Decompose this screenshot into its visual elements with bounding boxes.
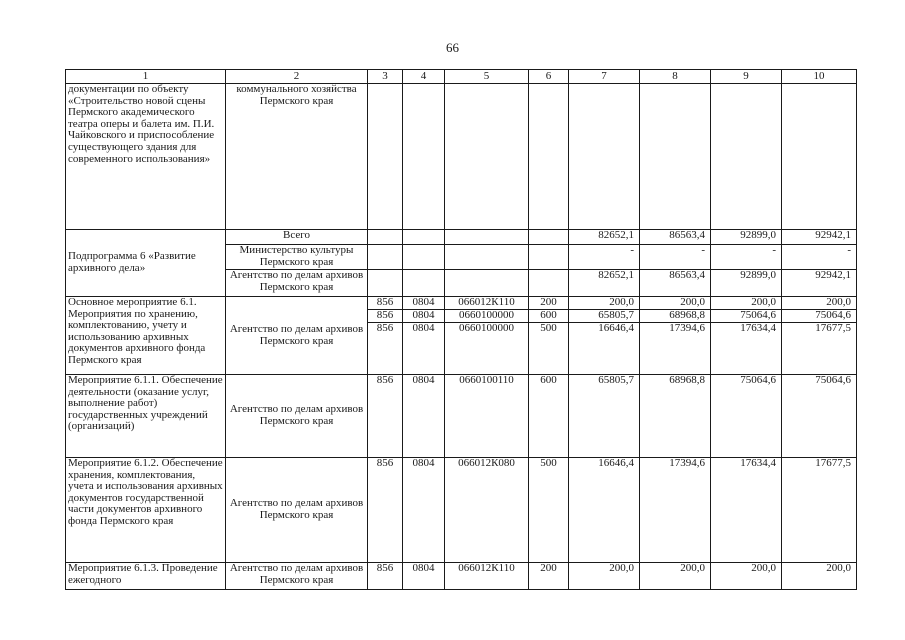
cell-value: 82652,1 — [569, 230, 640, 245]
col-header: 5 — [445, 70, 529, 84]
cell-value: 200,0 — [640, 563, 711, 590]
cell-value: 16646,4 — [569, 458, 640, 563]
col-header: 10 — [782, 70, 857, 84]
cell-value: 65805,7 — [569, 310, 640, 323]
event-title: Мероприятие 6.1.3. Проведение ежегодного — [66, 563, 226, 590]
cell-value: 500 — [529, 323, 569, 375]
cell-value: 200,0 — [569, 563, 640, 590]
table-row — [66, 563, 857, 590]
executor-cell: Агентство по делам архивов Пермского края — [226, 375, 368, 458]
cell-value: - — [711, 245, 782, 270]
cell-value: 86563,4 — [640, 230, 711, 245]
cell-value: 200,0 — [782, 563, 857, 590]
executor-cell: Агентство по делам архивов Пермского края — [226, 270, 368, 297]
cell-value: 92942,1 — [782, 270, 857, 297]
header-row — [66, 70, 857, 84]
cell-value: 066012К080 — [445, 458, 529, 563]
cell-value: 92899,0 — [711, 230, 782, 245]
cell-value: - — [569, 245, 640, 270]
cell-value: 68968,8 — [640, 310, 711, 323]
cell-value: 856 — [368, 458, 403, 563]
cell-value: 600 — [529, 375, 569, 458]
cell-value: 0804 — [403, 297, 445, 310]
cell-value: 200 — [529, 563, 569, 590]
cell-value: 0660100000 — [445, 310, 529, 323]
cell-value: 0804 — [403, 458, 445, 563]
cell-value: 0804 — [403, 563, 445, 590]
cell-value: 17634,4 — [711, 458, 782, 563]
object-name-cell: документации по объекту «Строительство новой сцены Пермского академического театра оперы и балета им. П.И. Чайковского и приспособление существующего здания для современного использования» — [66, 84, 226, 230]
event-title: Мероприятие 6.1.1. Обеспечение деятельности (оказание услуг, выполнение работ) государственных учреждений (организаций) — [66, 375, 226, 458]
cell-value: 200,0 — [711, 297, 782, 310]
table-row — [66, 458, 857, 563]
cell-value: 0660100000 — [445, 323, 529, 375]
cell-value: 17394,6 — [640, 323, 711, 375]
budget-table — [65, 69, 857, 590]
cell-value: 0660100110 — [445, 375, 529, 458]
cell-value: 75064,6 — [711, 310, 782, 323]
col-header: 6 — [529, 70, 569, 84]
table-row — [66, 297, 857, 310]
cell-value: 066012К110 — [445, 563, 529, 590]
executor-cell: Агентство по делам архивов Пермского края — [226, 297, 368, 375]
cell-value: 68968,8 — [640, 375, 711, 458]
cell-value: 86563,4 — [640, 270, 711, 297]
cell-value: 856 — [368, 375, 403, 458]
table-row — [66, 230, 857, 245]
cell-value: 16646,4 — [569, 323, 640, 375]
event-title: Мероприятие 6.1.2. Обеспечение хранения, комплектования, учета и использования архивных документов государственной части документов архивного фонда Пермского края — [66, 458, 226, 563]
cell-value: 0804 — [403, 310, 445, 323]
executor-cell: Агентство по делам архивов Пермского края — [226, 458, 368, 563]
executor-cell: коммунального хозяйства Пермского края — [226, 84, 368, 230]
executor-cell: Агентство по делам архивов Пермского края — [226, 563, 368, 590]
cell-value: 92942,1 — [782, 230, 857, 245]
col-header: 4 — [403, 70, 445, 84]
cell-value: 0804 — [403, 323, 445, 375]
event-title: Основное мероприятие 6.1. Мероприятия по хранению, комплектованию, учету и использованию архивных документов архивного фонда Пермского края — [66, 297, 226, 375]
table-row — [66, 84, 857, 230]
cell-value: 75064,6 — [782, 310, 857, 323]
cell-value: 17677,5 — [782, 458, 857, 563]
cell-value: 0804 — [403, 375, 445, 458]
col-header: 8 — [640, 70, 711, 84]
cell-value: 75064,6 — [711, 375, 782, 458]
executor-cell: Министерство культуры Пермского края — [226, 245, 368, 270]
cell-value: 200 — [529, 297, 569, 310]
cell-value: 17394,6 — [640, 458, 711, 563]
cell-value: 856 — [368, 563, 403, 590]
cell-value: 200,0 — [782, 297, 857, 310]
cell-value: 200,0 — [640, 297, 711, 310]
cell-value: 500 — [529, 458, 569, 563]
cell-value: 856 — [368, 323, 403, 375]
cell-value: 856 — [368, 310, 403, 323]
cell-value: 82652,1 — [569, 270, 640, 297]
cell-value: 17677,5 — [782, 323, 857, 375]
page-number: 66 — [446, 40, 459, 55]
subprogram-title: Подпрограмма 6 «Развитие архивного дела» — [66, 230, 226, 297]
cell-value: 92899,0 — [711, 270, 782, 297]
col-header: 2 — [226, 70, 368, 84]
col-header: 9 — [711, 70, 782, 84]
cell-value: 17634,4 — [711, 323, 782, 375]
total-label: Всего — [226, 230, 368, 245]
col-header: 7 — [569, 70, 640, 84]
cell-value: 066012К110 — [445, 297, 529, 310]
table-row — [66, 375, 857, 458]
cell-value: 856 — [368, 297, 403, 310]
cell-value: - — [640, 245, 711, 270]
col-header: 1 — [66, 70, 226, 84]
cell-value: 200,0 — [569, 297, 640, 310]
cell-value: 65805,7 — [569, 375, 640, 458]
col-header: 3 — [368, 70, 403, 84]
cell-value: - — [782, 245, 857, 270]
cell-value: 75064,6 — [782, 375, 857, 458]
cell-value: 600 — [529, 310, 569, 323]
cell-value: 200,0 — [711, 563, 782, 590]
